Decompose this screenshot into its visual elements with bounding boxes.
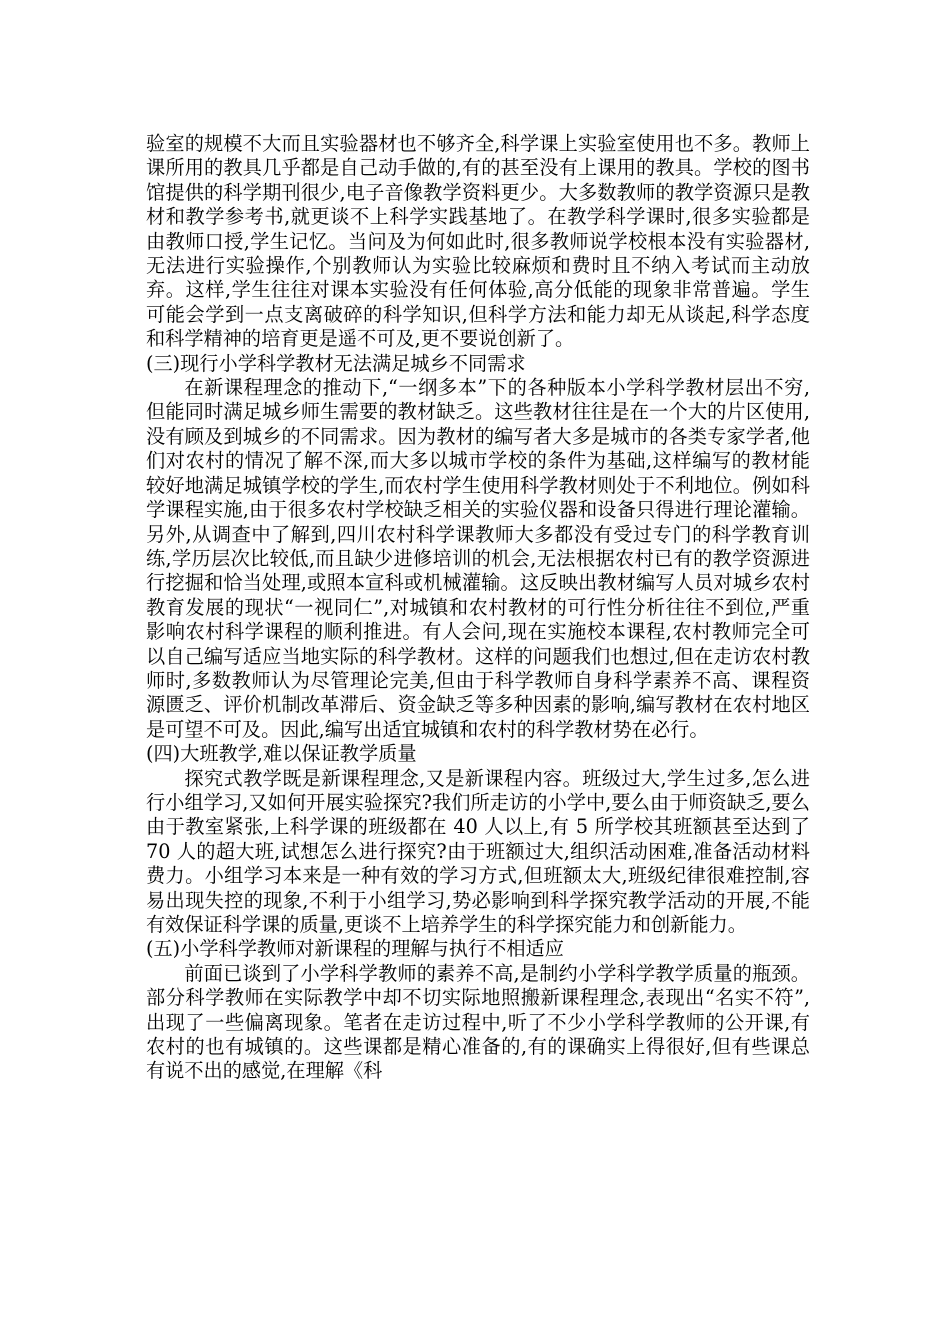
section-heading-3: (三)现行小学科学教材无法满足城乡不同需求 <box>146 351 526 375</box>
section-heading-4: (四)大班教学,难以保证教学质量 <box>146 742 417 766</box>
paragraph-large-classes: 探究式教学既是新课程理念,又是新课程内容。班级过大,学生过多,怎么进行小组学习,又如何开展实验探究?我们所走访的小学中,要么由于师资缺乏,要么由于教室紧张,上科学课的班级都在 40 人以上,有 5 所学校其班额甚至达到了 70 人的超大班,试想怎么进行探究?由于班额过大,组织活动困难,准备活动材料费力。小组学习本来是一种有效的学习方式,但班额太大,班级纪律很难控制,容易出现失控的现象,不利于小组学习,势必影响到科学探究教学活动的开展,不能有效保证科学课的质量,更谈不上培养学生的科学探究能力和创新能力。 <box>146 766 810 936</box>
document-body <box>146 132 810 1084</box>
paragraph-teacher-understanding: 前面已谈到了小学科学教师的素养不高,是制约小学科学教学质量的瓶颈。部分科学教师在实际教学中却不切实际地照搬新课程理念,表现出“名实不符”,出现了一些偏离现象。笔者在走访过程中,听了不少小学科学教师的公开课,有农村的也有城镇的。这些课都是精心准备的,有的课确实上得很好,但有些课总有说不出的感觉,在理解《科 <box>146 961 810 1083</box>
paragraph-lab-resources: 验室的规模不大而且实验器材也不够齐全,科学课上实验室使用也不多。教师上课所用的教具几乎都是自己动手做的,有的甚至没有上课用的教具。学校的图书馆提供的科学期刊很少,电子音像教学资料更少。大多数教师的教学资源只是教材和教学参考书,就更谈不上科学实践基地了。在教学科学课时,很多实验都是由教师口授,学生记忆。当问及为何如此时,很多教师说学校根本没有实验器材,无法进行实验操作,个别教师认为实验比较麻烦和费时且不纳入考试而主动放弃。这样,学生往往对课本实验没有任何体验,高分低能的现象非常普遍。学生可能会学到一点支离破碎的科学知识,但科学方法和能力却无从谈起,科学态度和科学精神的培育更是遥不可及,更不要说创新了。 <box>146 132 810 351</box>
paragraph-textbooks: 在新课程理念的推动下,“一纲多本”下的各种版本小学科学教材层出不穷,但能同时满足城乡师生需要的教材缺乏。这些教材往往是在一个大的片区使用,没有顾及到城乡的不同需求。因为教材的编写者大多是城市的各类专家学者,他们对农村的情况了解不深,而大多以城市学校的条件为基础,这样编写的教材能较好地满足城镇学校的学生,而农村学生使用科学教材则处于不利地位。例如科学课程实施,由于很多农村学校缺乏相关的实验仪器和设备只得进行理论灌输。另外,从调查中了解到,四川农村科学课教师大多都没有受过专门的科学教育训练,学历层次比较低,而且缺少进修培训的机会,无法根据农村已有的教学资源进行挖掘和恰当处理,或照本宣科或机械灌输。这反映出教材编写人员对城乡农村教育发展的现状“一视同仁”,对城镇和农村教材的可行性分析往往不到位,严重影响农村科学课程的顺利推进。有人会问,现在实施校本课程,农村教师完全可以自己编写适应当地实际的科学教材。这样的问题我们也想过,但在走访农村教师时,多数教师认为尽管理论完美,但由于科学教师自身科学素养不高、课程资源匮乏、评价机制改革滞后、资金缺乏等多种因素的影响,编写教材在农村地区是可望不可及。因此,编写出适宜城镇和农村的科学教材势在必行。 <box>146 376 810 741</box>
section-heading-5: (五)小学科学教师对新课程的理解与执行不相适应 <box>146 937 564 961</box>
